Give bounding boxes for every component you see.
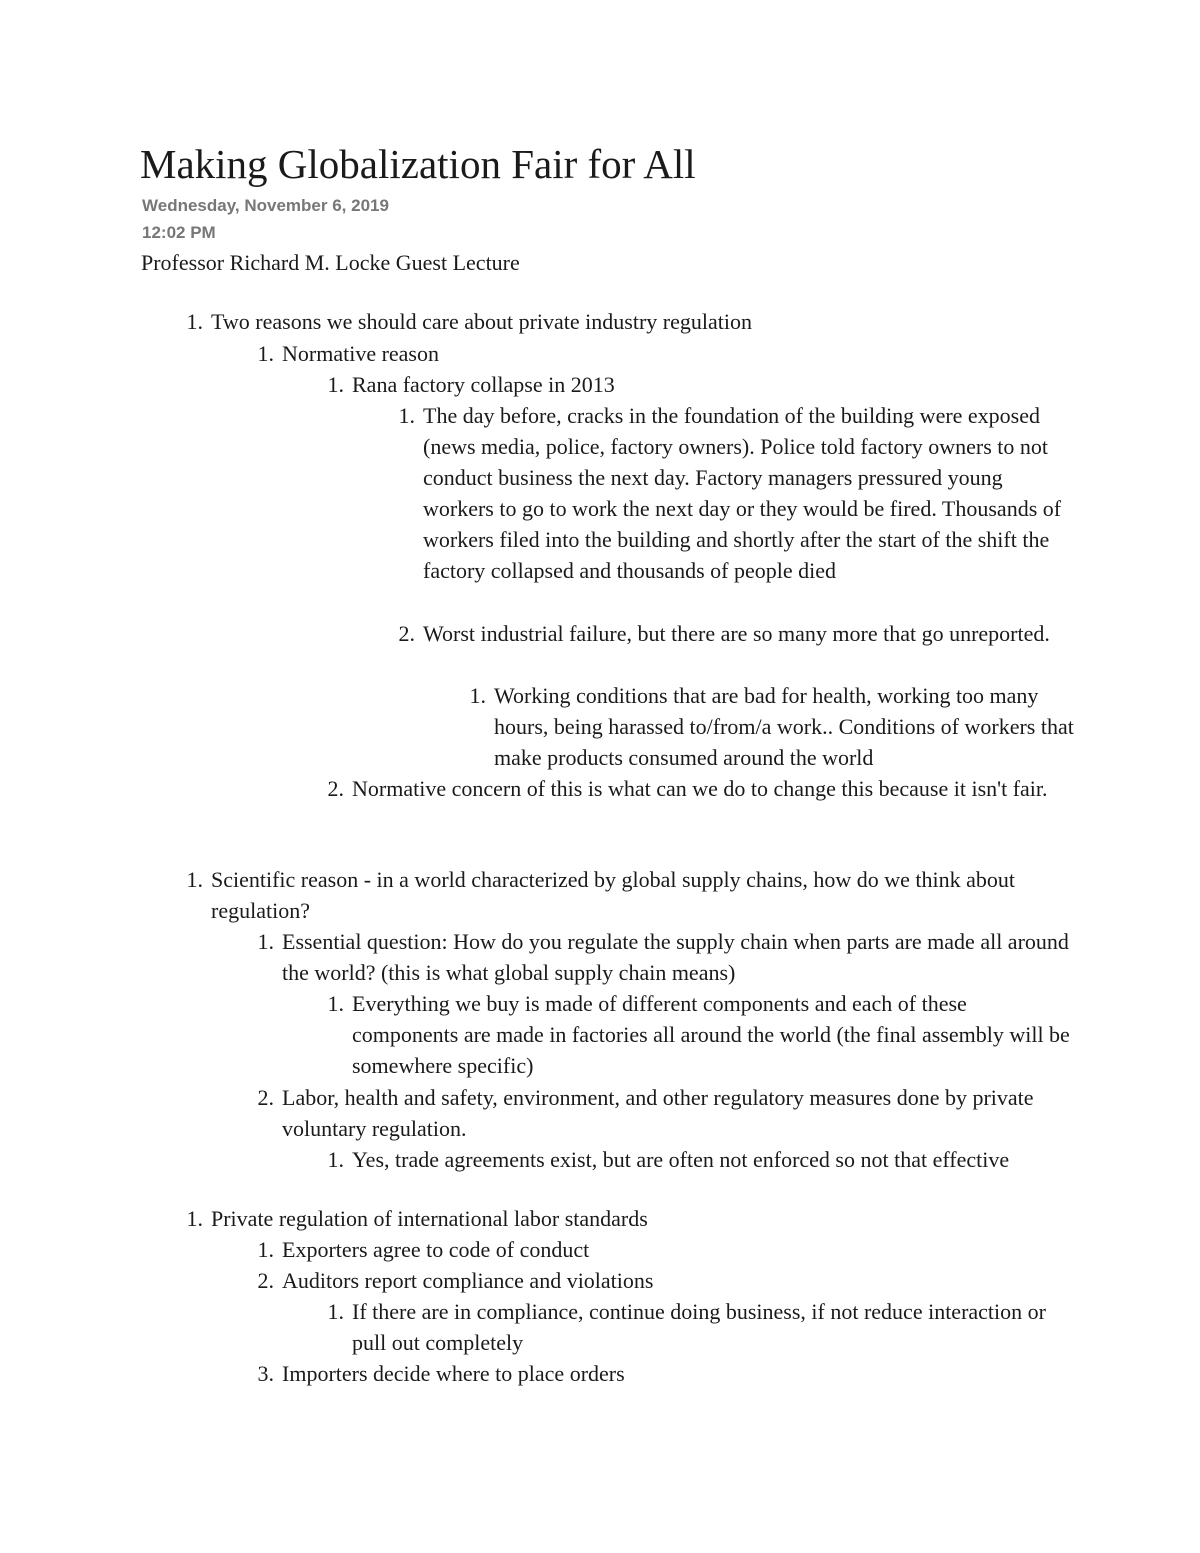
list-text: Labor, health and safety, environment, and other regulatory measures done by private voluntary regulation. (282, 1085, 1034, 1141)
list-text: Worst industrial failure, but there are so many more that go unreported. (423, 621, 1050, 646)
list-item (469, 680, 1074, 773)
list-text: Importers decide where to place orders (282, 1361, 625, 1386)
list-number: 1. (327, 1299, 344, 1324)
list-text: Working conditions that are bad for health, working too many hours, being harassed to/from/a work.. Conditions of workers that make products consumed around the world (494, 683, 1074, 770)
list-number: 1. (186, 867, 203, 892)
list-text: Two reasons we should care about private industry regulation (211, 309, 752, 334)
list-number: 3. (257, 1361, 274, 1386)
list-number: 2. (257, 1268, 274, 1293)
list-number: 1. (186, 309, 203, 334)
list-number: 2. (398, 621, 415, 646)
list-text: Yes, trade agreements exist, but are often not enforced so not that effective (352, 1147, 1010, 1172)
list-number: 1. (257, 929, 274, 954)
list-item (257, 1358, 1072, 1389)
list-number: 1. (398, 403, 415, 428)
list-item (327, 1296, 1072, 1358)
list-number: 1. (327, 991, 344, 1016)
list-number: 2. (257, 1085, 274, 1110)
list-item (327, 1144, 1072, 1175)
list-item (186, 864, 1111, 926)
list-text: Normative reason (282, 341, 439, 366)
note-date: Wednesday, November 6, 2019 (142, 196, 389, 215)
list-text: Everything we buy is made of different components and each of these components are made in factories all around the world (the final assembly will be somewhere specific) (352, 991, 1070, 1078)
note-time: 12:02 PM (142, 223, 216, 242)
list-text: Normative concern of this is what can we do to change this because it isn't fair. (352, 776, 1048, 801)
list-number: 1. (257, 341, 274, 366)
list-item (257, 926, 1072, 988)
list-item (398, 618, 1073, 649)
list-item (186, 306, 1111, 337)
list-item (186, 1203, 1111, 1234)
list-number: 1. (327, 1147, 344, 1172)
list-text: Exporters agree to code of conduct (282, 1237, 590, 1262)
list-text: Auditors report compliance and violations (282, 1268, 654, 1293)
list-item (257, 1234, 1072, 1265)
list-number: 2. (327, 776, 344, 801)
list-text: Essential question: How do you regulate the supply chain when parts are made all around the world? (this is what global supply chain means) (282, 929, 1069, 985)
list-number: 1. (327, 372, 344, 397)
list-item (257, 338, 1072, 369)
list-text: Rana factory collapse in 2013 (352, 372, 615, 397)
list-item (327, 988, 1072, 1081)
lecture-subtitle: Professor Richard M. Locke Guest Lecture (141, 250, 520, 275)
list-text: Private regulation of international labor standards (211, 1206, 648, 1231)
list-text: If there are in compliance, continue doing business, if not reduce interaction or pull out completely (352, 1299, 1046, 1355)
list-text: The day before, cracks in the foundation of the building were exposed (news media, police, factory owners). Police told factory owners to not conduct business the next day. Factory managers pressured young workers to go to work the next day or they would be fired. Thousands of workers filed into the building and shortly after the start of the shift the factory collapsed and thousands of people died (423, 403, 1062, 583)
list-number: 1. (186, 1206, 203, 1231)
list-item (327, 369, 1072, 400)
list-number: 1. (257, 1237, 274, 1262)
list-item (257, 1082, 1072, 1144)
list-text: Scientific reason - in a world characterized by global supply chains, how do we think about regulation? (211, 867, 1015, 923)
list-number: 1. (469, 683, 486, 708)
list-item (257, 1265, 1072, 1296)
list-item (398, 400, 1073, 586)
page-title: Making Globalization Fair for All (140, 141, 696, 187)
list-item (327, 773, 1072, 804)
